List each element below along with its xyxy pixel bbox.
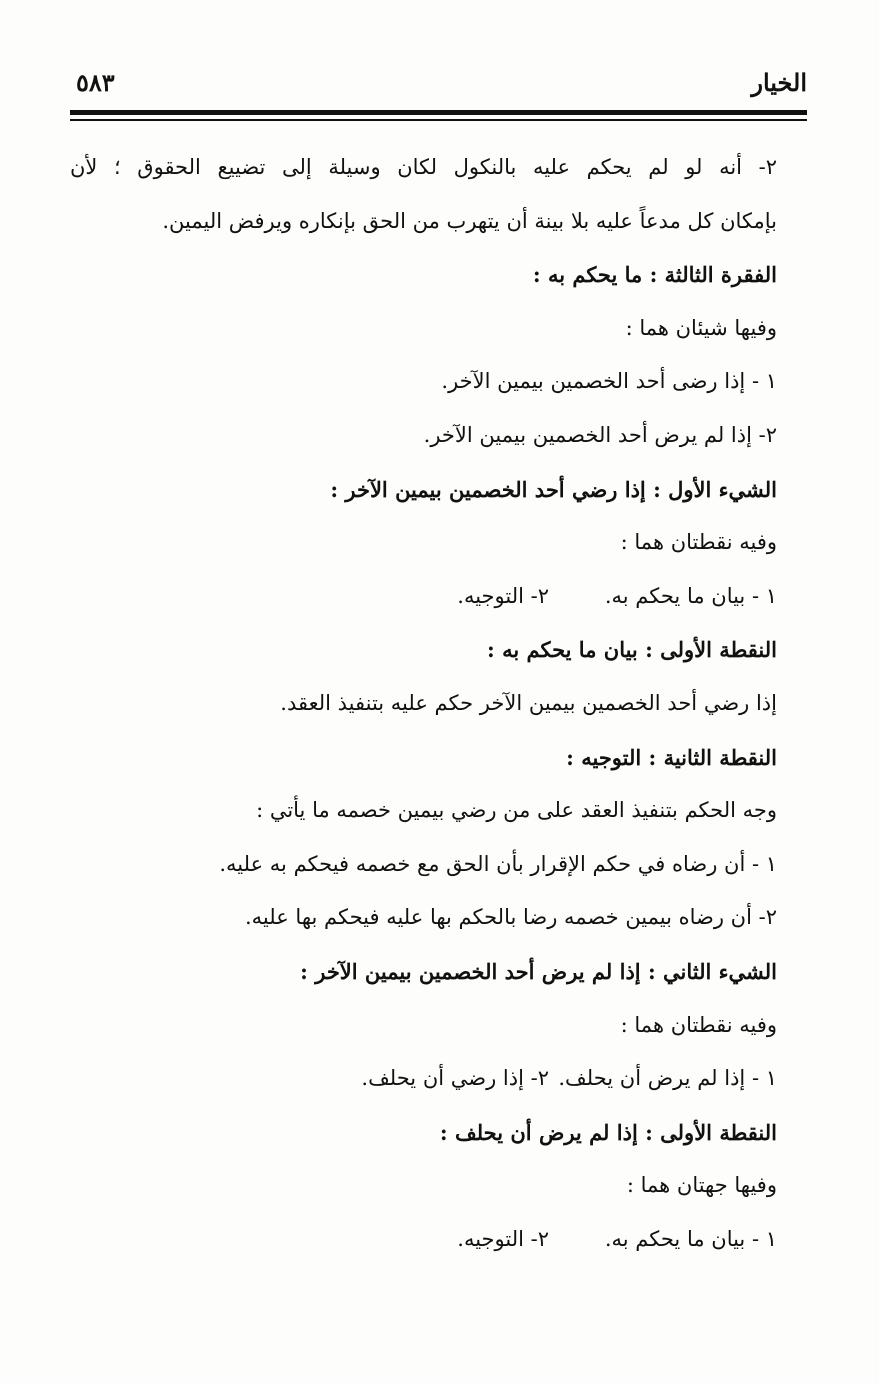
enumeration-item: ١ - بيان ما يحكم به. (604, 1226, 777, 1251)
enumeration-row (70, 1052, 777, 1106)
enumeration-item: ٢- إذا رضي أن يحلف. (361, 1066, 549, 1091)
enumeration-item: ٢- التوجيه. (457, 1226, 549, 1251)
paragraph-line: وفيها جهتان هما : (626, 1173, 777, 1198)
section-heading: النقطة الأولى : بيان ما يحكم به : (487, 637, 777, 663)
paragraph-line: ٢- إذا لم يرض أحد الخصمين بيمين الآخر. (423, 422, 777, 447)
paragraph-line: إذا رضي أحد الخصمين بيمين الآخر حكم عليه بتنفيذ العقد. (280, 690, 777, 715)
header-rule-thin (70, 119, 807, 121)
enumeration-row (70, 1213, 777, 1267)
section-heading: الشيء الثاني : إذا لم يرض أحد الخصمين بيمين الآخر : (300, 958, 777, 984)
section-heading: النقطة الأولى : إذا لم يرض أن يحلف : (439, 1119, 777, 1145)
paragraph-line: ١ - أن رضاه في حكم الإقرار بأن الحق مع خصمه فيحكم به عليه. (219, 851, 777, 876)
enumeration-row (70, 570, 777, 624)
paragraph-line: وفيها شيئان هما : (625, 315, 777, 340)
paragraph-line: ١ - إذا رضى أحد الخصمين بيمين الآخر. (441, 369, 777, 394)
enumeration-item: ١ - إذا لم يرض أن يحلف. (558, 1066, 777, 1091)
page-header (70, 68, 807, 100)
section-heading: النقطة الثانية : التوجيه : (566, 744, 777, 770)
paragraph-line: بإمكان كل مدعاً عليه بلا بينة أن يتهرب من الحق بإنكاره ويرفض اليمين. (162, 208, 777, 233)
section-heading: الشيء الأول : إذا رضي أحد الخصمين بيمين الآخر : (330, 476, 777, 502)
enumeration-item: ٢- التوجيه. (457, 583, 549, 608)
body-text (70, 141, 777, 1266)
paragraph-line: ٢- أن رضاه بيمين خصمه رضا بالحكم بها عليه فيحكم بها عليه. (245, 905, 777, 930)
enumeration-item: ١ - بيان ما يحكم به. (604, 583, 777, 608)
section-heading: الفقرة الثالثة : ما يحكم به : (532, 262, 777, 288)
header-rule-thick (70, 110, 807, 115)
paragraph-line: ٢- أنه لو لم يحكم عليه بالنكول لكان وسيلة إلى تضييع الحقوق ؛ لأن (70, 155, 777, 179)
paragraph-line: وجه الحكم بتنفيذ العقد على من رضي بيمين خصمه ما يأتي : (256, 798, 777, 823)
paragraph-line: وفيه نقطتان هما : (620, 1012, 777, 1037)
page-number: ٥٨٣ (76, 68, 115, 97)
paragraph-line: وفيه نقطتان هما : (620, 530, 777, 555)
running-title: الخيار (751, 68, 807, 97)
